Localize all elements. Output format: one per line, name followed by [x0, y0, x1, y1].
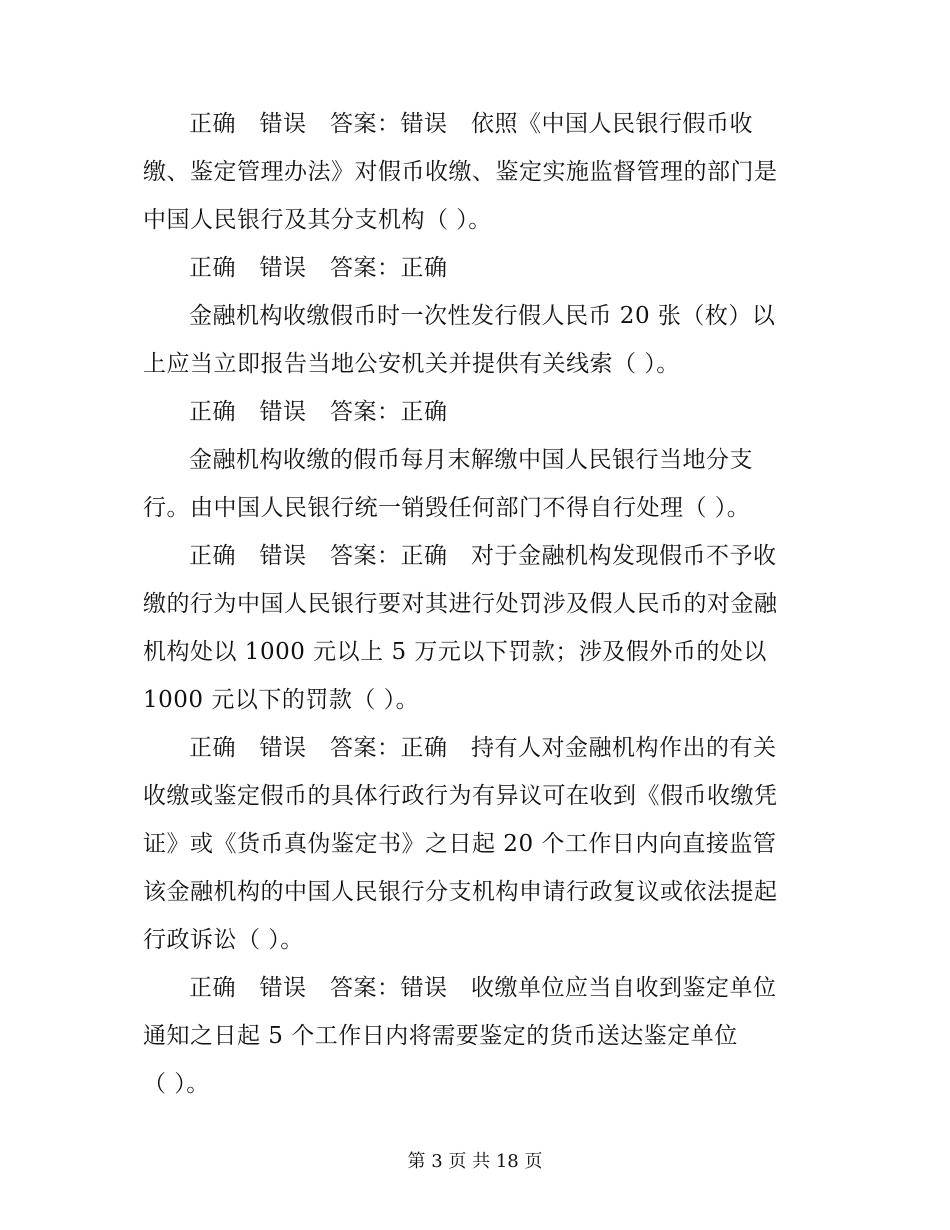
text-line: 上应当立即报告当地公安机关并提供有关线索（ ）。 [143, 351, 680, 377]
text-line: （ ）。 [143, 1071, 210, 1097]
text-line: 金融机构收缴假币时一次性发行假人民币 20 张（枚）以 [189, 303, 776, 329]
text-line: 金融机构收缴的假币每月末解缴中国人民银行当地分支 [189, 447, 753, 473]
text-line: 缴、鉴定管理办法》对假币收缴、鉴定实施监督管理的部门是 [143, 159, 778, 185]
text-line: 行政诉讼（ ）。 [143, 927, 304, 953]
text-line: 正确 错误 答案：错误 依照《中国人民银行假币收 [189, 111, 753, 137]
page-indicator: 第 3 页 共 18 页 [407, 1151, 543, 1172]
text-line: 正确 错误 答案：错误 收缴单位应当自收到鉴定单位 [189, 975, 777, 1001]
text-line: 中国人民银行及其分支机构（ ）。 [143, 207, 492, 233]
text-line: 行。由中国人民银行统一销毁任何部门不得自行处理（ ）。 [143, 495, 751, 521]
text-line: 证》或《货币真伪鉴定书》之日起 20 个工作日内向直接监管 [143, 831, 777, 857]
text-line: 正确 错误 答案：正确 [189, 399, 448, 425]
text-line: 正确 错误 答案：正确 对于金融机构发现假币不予收 [189, 543, 777, 569]
text-line: 收缴或鉴定假币的具体行政行为有异议可在收到《假币收缴凭 [143, 783, 778, 809]
text-line: 机构处以 1000 元以上 5 万元以下罚款；涉及假外币的处以 [143, 639, 767, 665]
text-line: 正确 错误 答案：正确 [189, 255, 448, 281]
text-line: 通知之日起 5 个工作日内将需要鉴定的货币送达鉴定单位 [143, 1023, 738, 1049]
text-line: 1000 元以下的罚款（ ）。 [143, 687, 420, 713]
text-line: 缴的行为中国人民银行要对其进行处罚涉及假人民币的对金融 [143, 591, 778, 617]
text-line: 该金融机构的中国人民银行分支机构申请行政复议或依法提起 [143, 879, 778, 905]
text-line: 正确 错误 答案：正确 持有人对金融机构作出的有关 [189, 735, 777, 761]
document-body [143, 100, 823, 1108]
